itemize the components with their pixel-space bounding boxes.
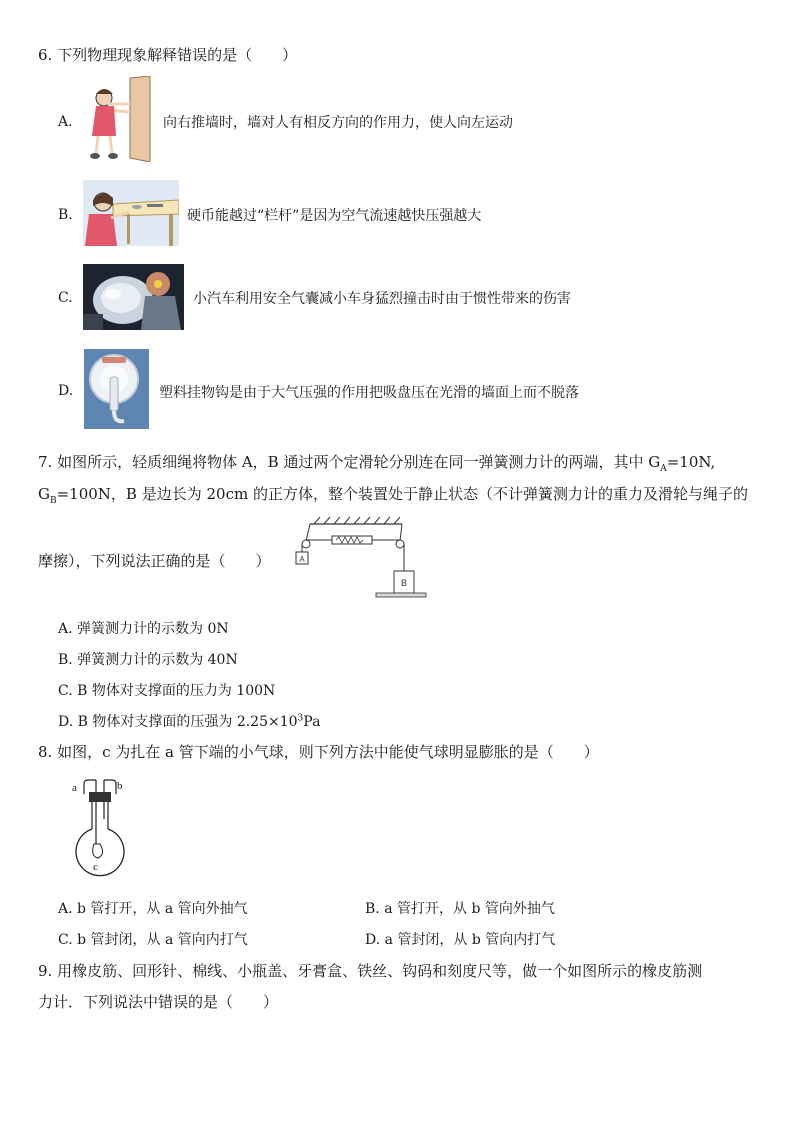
q6-option-b-letter: B. [58, 207, 73, 223]
tube-a-label: a [72, 782, 77, 794]
q7-stem-line2: $G_B=100N$，B 是边长为 20cm 的正方体，整个装置处于静止状态（不计弹簧测力计的重力及滑轮与绳子的 [38, 485, 748, 506]
q6-option-c-letter: C. [58, 290, 73, 306]
q6-stem: 6. 下列物理现象解释错误的是（ ） [38, 46, 298, 64]
q7-option-a: A. 弹簧测力计的示数为 0N [58, 621, 229, 637]
q8-stem: 8. 如图，c 为扎在 a 管下端的小气球，则下列方法中能使气球明显膨胀的是（ ） [38, 743, 599, 761]
q7-stem-line1: 7. 如图所示，轻质细绳将物体 A，B 通过两个定滑轮分别连在同一弹簧测力计的两端，其中 $G_A=10N$, [38, 453, 716, 474]
q6-option-d-text: 塑料挂物钩是由于大气压强的作用把吸盘压在光滑的墙面上而不脱落 [159, 385, 579, 401]
q9-stem-line1: 9. 用橡皮筋、回形针、棉线、小瓶盖、牙膏盒、铁丝、钩码和刻度尺等，做一个如图所示的橡皮筋测 [38, 962, 703, 980]
block-b-label: B [400, 578, 408, 588]
q6-option-c-text: 小汽车利用安全气囊减小车身猛烈撞击时由于惯性带来的伤害 [193, 291, 571, 307]
q8-option-a: A. b 管打开，从 a 管向外抽气 [58, 901, 248, 917]
q7-option-d: D. B 物体对支撑面的压强为 $2.25\times 10^3Pa$ [58, 713, 321, 730]
q6-option-a-letter: A. [58, 114, 73, 130]
pulley-spring-diagram [292, 514, 432, 604]
q9-stem-line2: 力计．下列说法中错误的是（ ） [38, 993, 279, 1011]
q8-option-c: C. b 管封闭，从 a 管向内打气 [58, 932, 248, 948]
block-a-label: A [299, 555, 305, 564]
q6-option-a-text: 向右推墙时，墙对人有相反方向的作用力，使人向左运动 [163, 115, 513, 131]
q6-option-b-text: 硬币能越过“栏杆”是因为空气流速越快压强越大 [187, 208, 482, 224]
coin-jump-illustration [83, 180, 179, 246]
q7-option-b: B. 弹簧测力计的示数为 40N [58, 652, 238, 668]
q8-option-b: B. a 管打开，从 b 管向外抽气 [365, 901, 555, 917]
tube-b-label: b [117, 780, 123, 792]
airbag-illustration [83, 264, 184, 330]
q6-option-d-letter: D. [58, 383, 74, 399]
push-wall-illustration [86, 76, 152, 162]
q7-option-c: C. B 物体对支撑面的压力为 100N [58, 683, 276, 699]
suction-hook-illustration [84, 349, 149, 429]
q8-option-d: D. a 管封闭，从 b 管向内打气 [365, 932, 556, 948]
balloon-flask-diagram [60, 774, 140, 884]
balloon-c-label: c [93, 861, 98, 873]
q7-stem-line3: 摩擦），下列说法正确的是（ ） [38, 552, 271, 570]
